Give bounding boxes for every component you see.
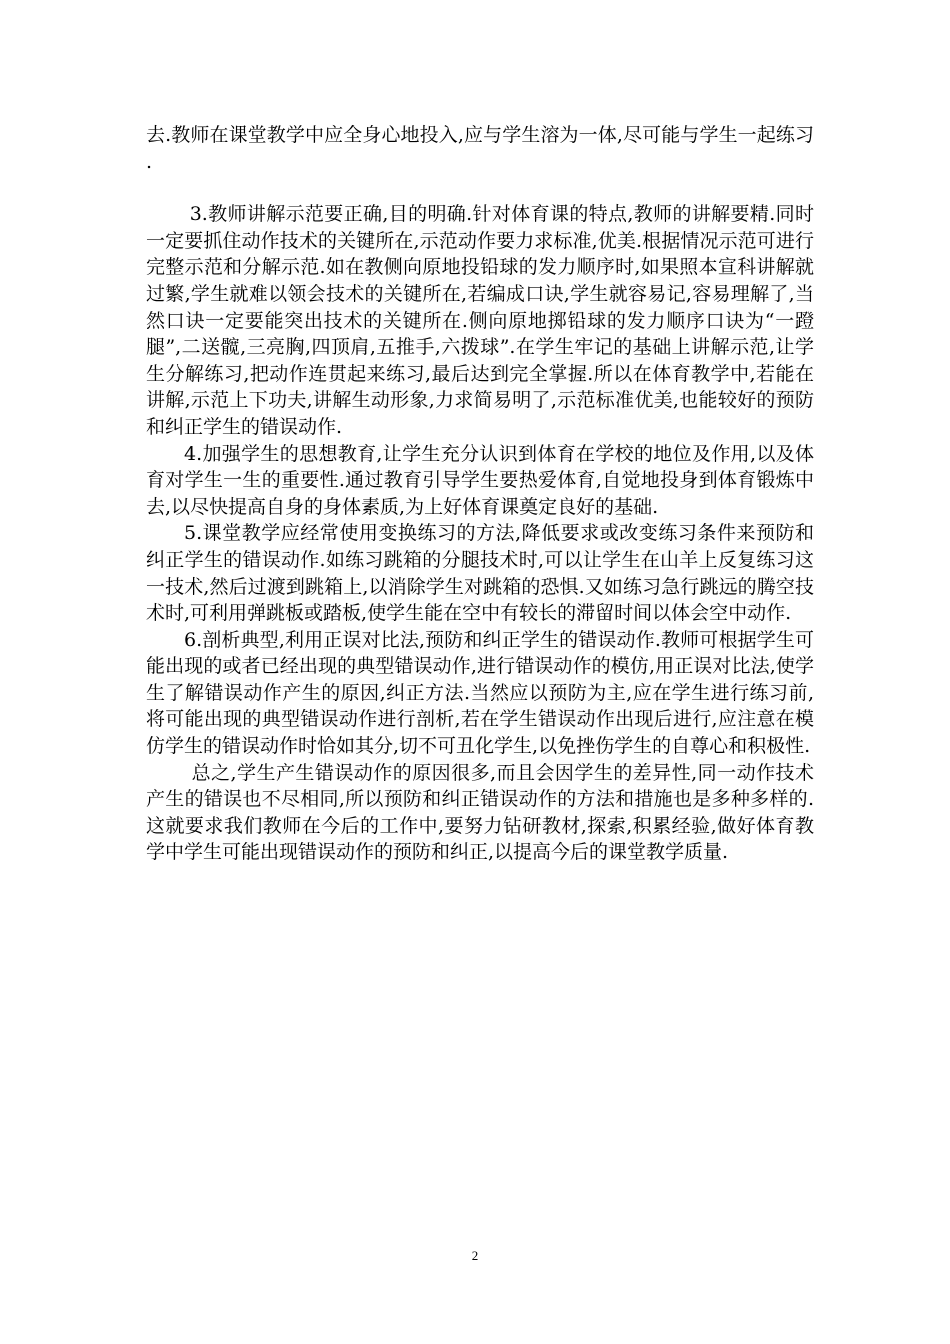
page-number: 2 (471, 1248, 479, 1263)
paragraph-conclusion: 总之,学生产生错误动作的原因很多,而且会因学生的差异性,同一动作技术产生的错误也不尽相同,所以预防和纠正错误动作的方法和措施也是多种多样的.这就要求我们教师在今后的工作中,要努力钻研教材,探索,积累经验,做好体育教学中学生可能出现错误动作的预防和纠正,以提高今后的课堂教学质量. (146, 761, 814, 864)
paragraph-point-3: 3.教师讲解示范要正确,目的明确.针对体育课的特点,教师的讲解要精.同时一定要抓住动作技术的关键所在,示范动作要力求标准,优美.根据情况示范可进行完整示范和分解示范.如在教侧向原地投铅球的发力顺序时,如果照本宣科讲解就过繁,学生就难以领会技术的关键所在,若编成口诀,学生就容易记,容易理解了,当然口诀一定要能突出技术的关键所在.侧向原地掷铅球的发力顺序口诀为“一蹬腿”,二送髋,三亮胸,四顶肩,五推手,六拨球”.在学生牢记的基础上讲解示范,让学生分解练习,把动作连贯起来练习,最后达到完全掌握.所以在体育教学中,若能在讲解,示范上下功夫,讲解生动形象,力求简易明了,示范标准优美,也能较好的预防和纠正学生的错误动作. (146, 203, 814, 438)
paragraph-point-5: 5.课堂教学应经常使用变换练习的方法,降低要求或改变练习条件来预防和纠正学生的错误动作.如练习跳箱的分腿技术时,可以让学生在山羊上反复练习这一技术,然后过渡到跳箱上,以消除学生对跳箱的恐惧.又如练习急行跳远的腾空技术时,可利用弹跳板或踏板,使学生能在空中有较长的滞留时间以体会空中动作. (146, 522, 814, 625)
paragraph-continuation: 去.教师在课堂教学中应全身心地投入,应与学生溶为一体,尽可能与学生一起练习 . (146, 124, 814, 173)
paragraph-point-4: 4.加强学生的思想教育,让学生充分认识到体育在学校的地位及作用,以及体育对学生一生的重要性.通过教育引导学生要热爱体育,自觉地投身到体育锻炼中去,以尽快提高自身的身体素质,为上好体育课奠定良好的基础. (146, 442, 814, 518)
paragraph-point-6: 6.剖析典型,利用正误对比法,预防和纠正学生的错误动作.教师可根据学生可能出现的或者已经出现的典型错误动作,进行错误动作的模仿,用正误对比法,使学生了解错误动作产生的原因,纠正方法.当然应以预防为主,应在学生进行练习前,将可能出现的典型错误动作进行剖析,若在学生错误动作出现后进行,应注意在模仿学生的错误动作时恰如其分,切不可丑化学生,以免挫伤学生的自尊心和积极性. (146, 628, 814, 758)
document-body (146, 122, 814, 866)
